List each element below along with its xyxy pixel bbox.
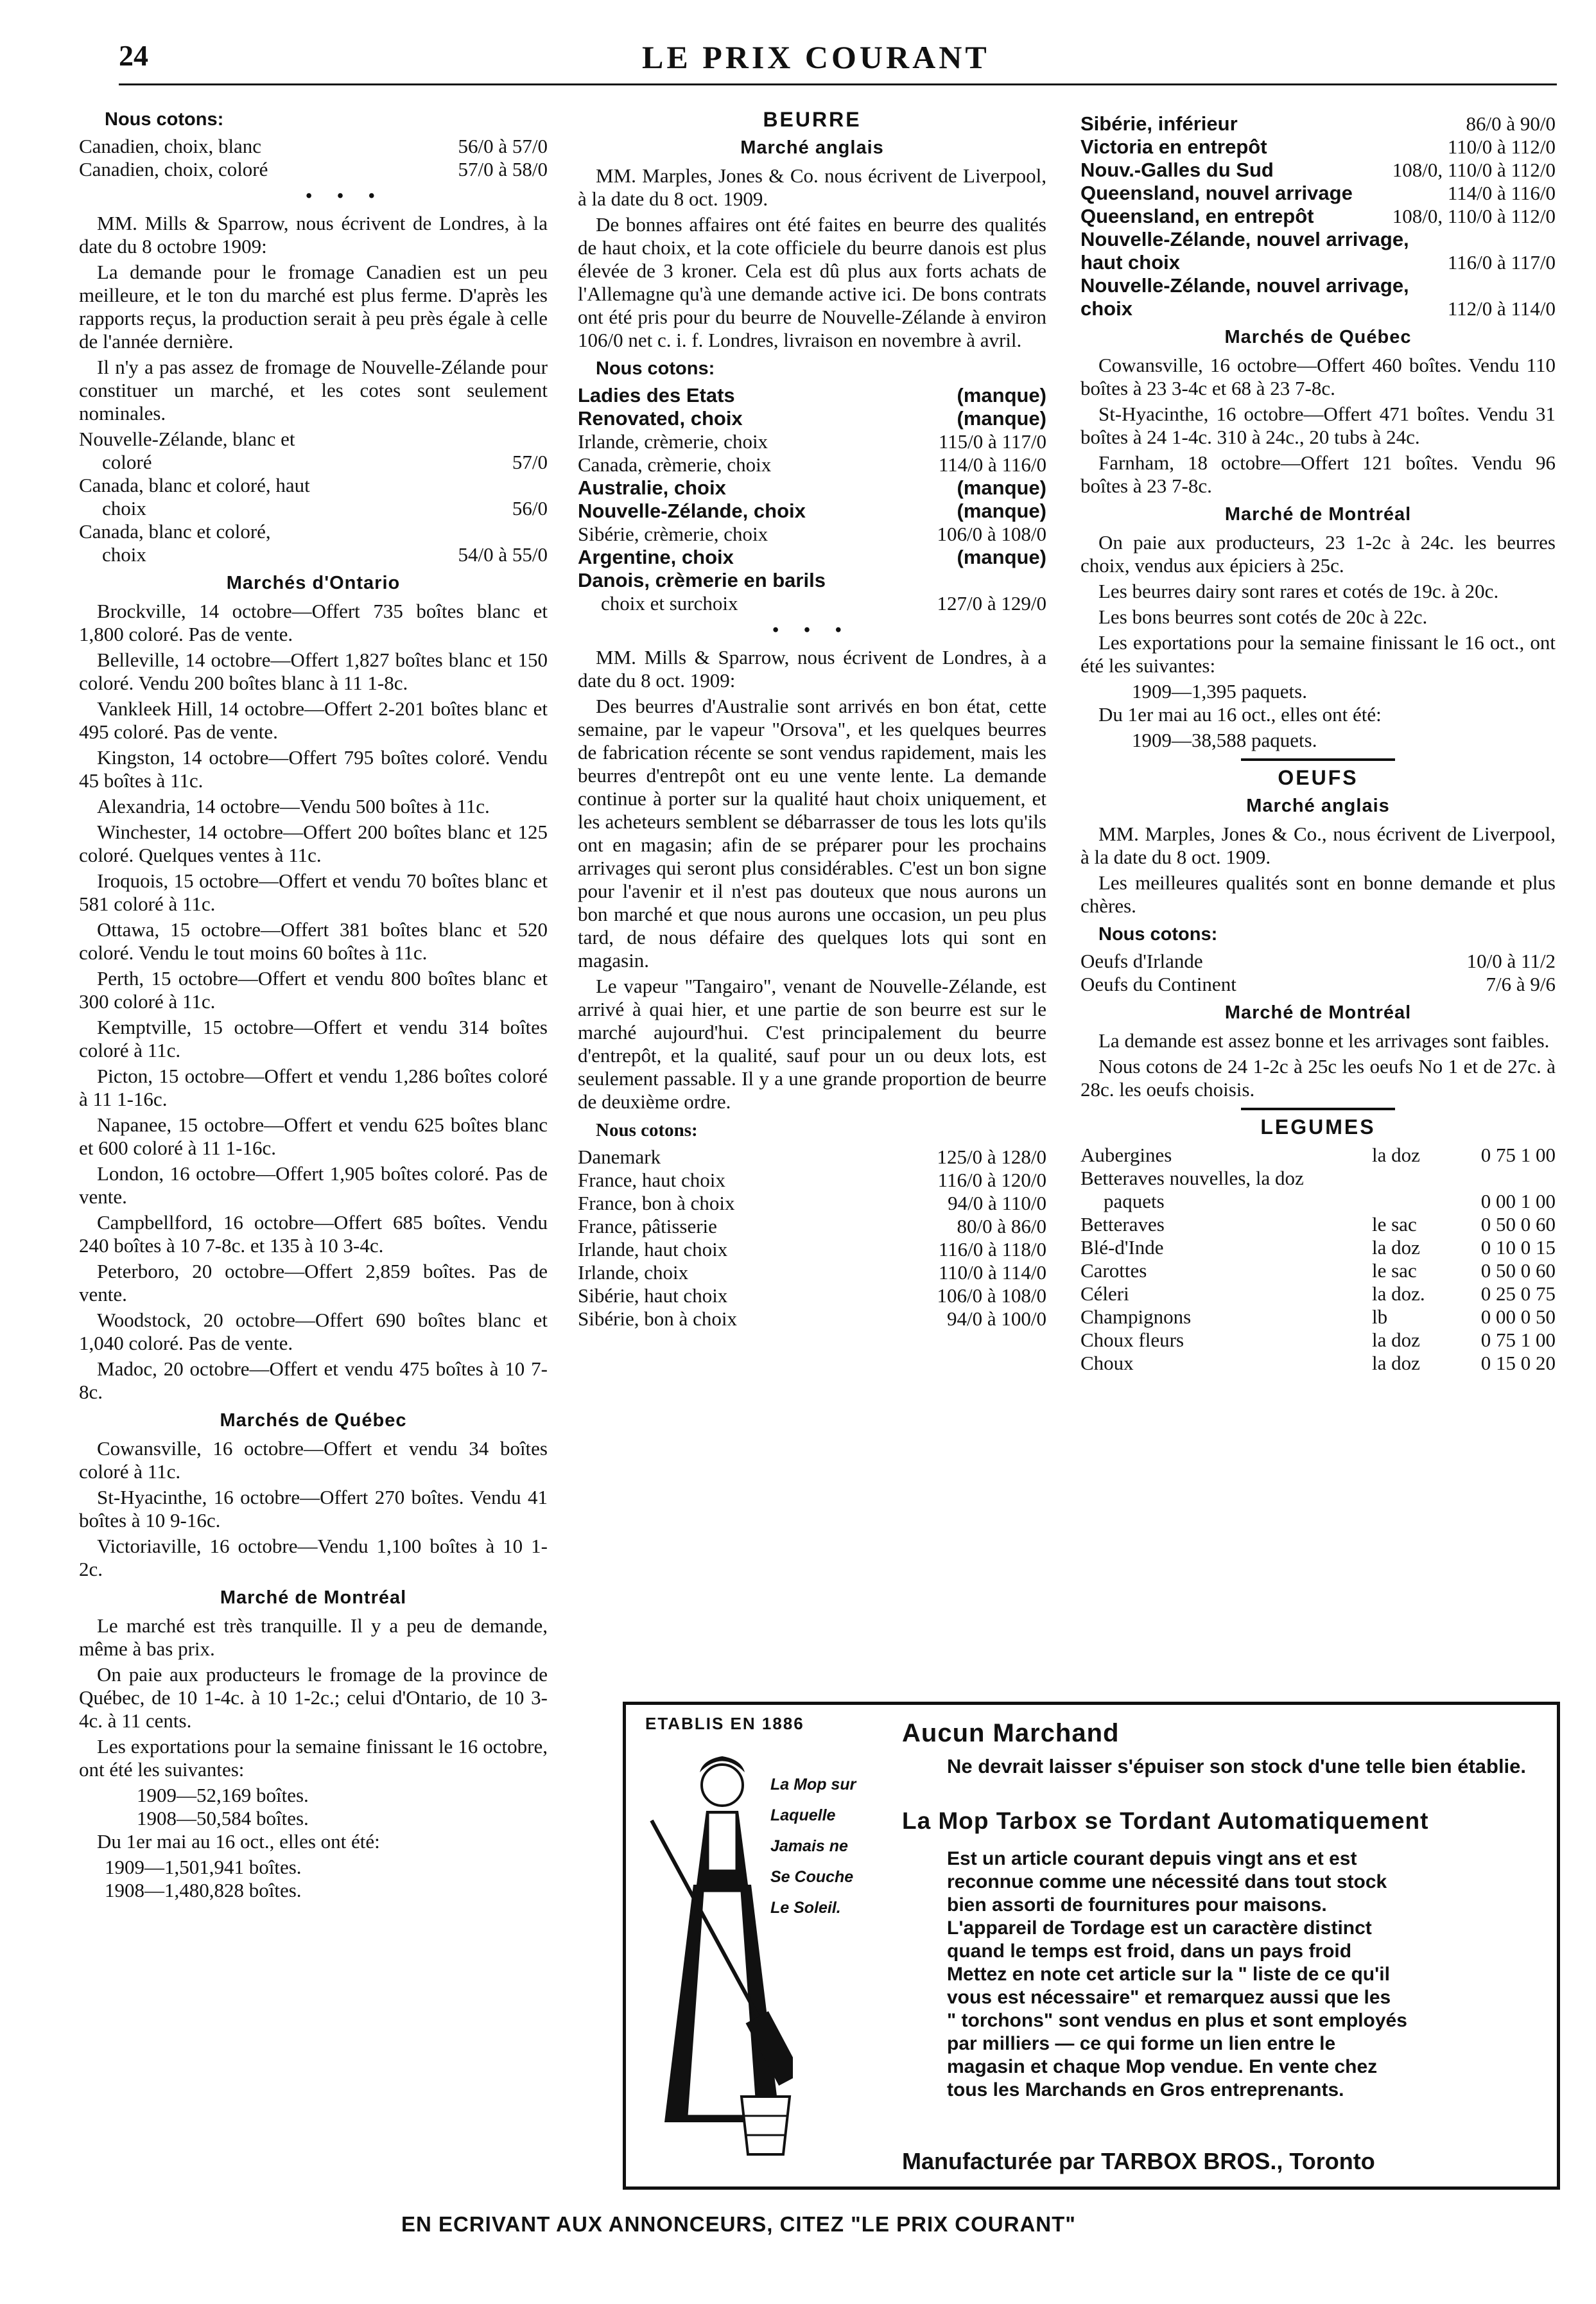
item-price — [1455, 1167, 1556, 1190]
item-price: 0 10 0 15 — [1480, 1236, 1556, 1259]
market-report: Cowansville, 16 octobre—Offert et vendu 34 boîtes coloré à 11c. — [79, 1437, 548, 1483]
eggs-price-list — [1080, 950, 1556, 996]
item-name: Nouvelle-Zélande, nouvel arrivage, haut choix — [1080, 228, 1409, 274]
paragraph: Les bons beurres sont cotés de 20c à 22c. — [1098, 606, 1428, 628]
price-row — [79, 135, 548, 158]
item-price: 110/0 à 114/0 — [938, 1261, 1046, 1284]
price-row — [1080, 182, 1556, 205]
established-label: ETABLIS EN 1886 — [645, 1714, 804, 1733]
item-price: 115/0 à 117/0 — [938, 430, 1046, 453]
market-report: Madoc, 20 octobre—Offert et vendu 475 boîtes à 10 7-8c. — [79, 1357, 548, 1403]
paragraph: Nous cotons de 24 1-2c à 25c les oeufs No 1 et de 27c. à 28c. les oeufs choisis. — [1080, 1055, 1556, 1101]
item-name: Choux — [1080, 1352, 1134, 1374]
tagline-line: Le Soleil. — [770, 1899, 841, 1917]
item-name: choix et surchoix — [601, 592, 738, 615]
item-price: 108/0, 110/0 à 112/0 — [1392, 205, 1556, 227]
ad-body — [947, 1847, 1538, 2102]
item-name: Australie, choix — [578, 476, 726, 499]
paragraph: Les beurres dairy sont rares et cotés de 19c. à 20c. — [1098, 580, 1499, 602]
intro-price-list — [79, 135, 548, 181]
item-name: Irlande, choix — [578, 1261, 689, 1284]
ad-body-line: Est un article courant depuis vingt ans et est — [947, 1848, 1357, 1869]
export-figure: 1909—1,395 paquets. — [1132, 680, 1307, 703]
price-row — [578, 1261, 1046, 1284]
item-name: Irlande, crèmerie, choix — [578, 430, 768, 453]
price-row — [1080, 1352, 1556, 1375]
paragraph: MM. Mills & Sparrow, nous écrivent de Londres, à la date du 8 octobre 1909: — [79, 212, 548, 257]
item-unit — [1372, 1167, 1455, 1190]
page-header — [119, 39, 1557, 85]
price-row — [79, 497, 548, 520]
price-row — [578, 430, 1046, 453]
item-name: Blé-d'Inde — [1080, 1236, 1164, 1259]
ad-body-line: quand le temps est froid, dans un pays froid — [947, 1941, 1352, 1962]
item-name: coloré — [102, 451, 152, 473]
tagline-line: La Mop sur — [770, 1776, 856, 1793]
price-row — [578, 1215, 1046, 1238]
item-unit: lb — [1372, 1305, 1388, 1328]
item-name: Betteraves — [1080, 1213, 1165, 1235]
item-unit — [1372, 1190, 1455, 1213]
item-name: Canada, crèmerie, choix — [578, 453, 772, 476]
paragraph: Il n'y a pas assez de fromage de Nouvelle-Zélande pour constituer un marché, et les cotes sont seulement nominales. — [79, 356, 548, 424]
market-report: Napanee, 15 octobre—Offert et vendu 625 boîtes blanc et 600 coloré à 11 1-16c. — [79, 1113, 548, 1159]
paragraph: MM. Mills & Sparrow, nous écrivent de Londres, à a date du 8 oct. 1909: — [578, 646, 1046, 692]
item-name: Canadien, choix, blanc — [79, 135, 262, 157]
item-price: 114/0 à 116/0 — [1447, 182, 1556, 204]
item-price — [1043, 569, 1046, 592]
section-heading: Marché anglais — [740, 137, 884, 158]
section-subheading: Nous cotons: — [596, 358, 715, 379]
item-price: 0 00 0 50 — [1480, 1305, 1556, 1328]
price-row — [1080, 1282, 1556, 1305]
item-name: Renovated, choix — [578, 407, 743, 430]
paragraph: On paie aux producteurs, 23 1-2c à 24c. les beurres choix, vendus aux épiciers à 25c. — [1080, 531, 1556, 577]
market-report: Ottawa, 15 octobre—Offert 381 boîtes blanc et 520 coloré. Vendu le tout moins 60 boîtes à 11c. — [79, 918, 548, 964]
paragraph: Le marché est très tranquille. Il y a peu de demande, même à bas prix. — [79, 1614, 548, 1660]
price-list — [79, 428, 548, 566]
market-report: Perth, 15 octobre—Offert et vendu 800 boîtes blanc et 300 coloré à 11c. — [79, 967, 548, 1013]
section-heading: Marchés de Québec — [1224, 327, 1412, 347]
item-price: (manque) — [957, 407, 1046, 430]
paragraph: Le vapeur "Tangairo", venant de Nouvelle-Zélande, est arrivé à quai hier, et une partie de son beurre est sur le marché aujourd'hui. C'est principalement du beurre d'entrepôt, et la qualité, sauf pour un ou deux lots, est seulement passable. Il y a une grande proportion de beurre de deuxième ordre. — [578, 975, 1046, 1113]
market-report: St-Hyacinthe, 16 octobre—Offert 471 boîtes. Vendu 31 boîtes à 24 1-4c. 310 à 24c., 20 tubs à 24c. — [1080, 403, 1556, 448]
item-price: 106/0 à 108/0 — [937, 523, 1046, 545]
section-heading: Marchés de Québec — [220, 1410, 407, 1431]
section-rule — [1241, 758, 1395, 761]
item-price: 125/0 à 128/0 — [937, 1146, 1046, 1168]
item-name: Queensland, nouvel arrivage — [1080, 182, 1353, 204]
section-subheading: Nous cotons: — [1098, 924, 1218, 945]
paragraph: On paie aux producteurs le fromage de la province de Québec, de 10 1-4c. à 10 1-2c.; celui d'Ontario, de 10 3-4c. à 11 cents. — [79, 1663, 548, 1732]
item-price: 0 25 0 75 — [1480, 1282, 1556, 1305]
export-figure: 1909—38,588 paquets. — [1132, 729, 1317, 751]
item-price: (manque) — [957, 546, 1046, 568]
section-heading: Marché de Montréal — [220, 1587, 407, 1608]
item-name: Nouv.-Galles du Sud — [1080, 159, 1274, 181]
price-row — [79, 451, 548, 474]
item-price: 86/0 à 90/0 — [1466, 112, 1556, 135]
item-price: (manque) — [957, 384, 1046, 406]
item-unit: la doz — [1372, 1329, 1420, 1351]
item-name: Canadien, choix, coloré — [79, 158, 268, 180]
item-price: 57/0 — [512, 451, 548, 473]
price-row — [79, 543, 548, 566]
item-unit: le sac — [1372, 1259, 1417, 1282]
price-row — [1080, 1167, 1556, 1190]
item-price: 112/0 à 114/0 — [1447, 297, 1556, 320]
item-name: Oeufs d'Irlande — [1080, 950, 1203, 972]
colonial-price-list — [1080, 112, 1556, 320]
market-report: Alexandria, 14 octobre—Vendu 500 boîtes à 11c. — [97, 795, 490, 817]
market-report: Vankleek Hill, 14 octobre—Offert 2-201 boîtes blanc et 495 coloré. Pas de vente. — [79, 697, 548, 743]
price-row — [578, 500, 1046, 523]
section-heading: Marché de Montréal — [1224, 1002, 1412, 1023]
item-name: Sibérie, crèmerie, choix — [578, 523, 768, 545]
item-price: 80/0 à 86/0 — [957, 1215, 1046, 1237]
item-unit: la doz — [1372, 1352, 1420, 1374]
price-row — [578, 592, 1046, 615]
section-heading: Marché anglais — [1246, 796, 1390, 816]
market-report: Cowansville, 16 octobre—Offert 460 boîtes. Vendu 110 boîtes à 23 3-4c et 68 à 23 7-8c. — [1080, 354, 1556, 399]
ad-body-line: magasin et chaque Mop vendue. En vente chez — [947, 2056, 1378, 2077]
ad-body-line: par milliers — ce qui forme un lien entre le — [947, 2033, 1336, 2054]
market-report: Kemptville, 15 octobre—Offert et vendu 314 boîtes coloré à 11c. — [79, 1016, 548, 1061]
item-unit: la doz. — [1372, 1282, 1425, 1305]
market-report: London, 16 octobre—Offert 1,905 boîtes coloré. Pas de vente. — [79, 1162, 548, 1208]
section-subheading: Nous cotons: — [596, 1120, 698, 1140]
price-row — [578, 384, 1046, 407]
item-price: 0 50 0 60 — [1480, 1259, 1556, 1282]
separator-stars: • • • — [306, 186, 385, 206]
item-name: Ladies des Etats — [578, 384, 735, 406]
item-price: 7/6 à 9/6 — [1486, 973, 1556, 995]
price-row — [578, 476, 1046, 500]
ad-body-line: reconnue comme une nécessité dans tout stock — [947, 1871, 1387, 1892]
ad-product-name: La Mop Tarbox se Tordant Automatiquement — [902, 1808, 1429, 1834]
item-name: Irlande, haut choix — [578, 1238, 728, 1261]
item-name: Nouvelle-Zélande, choix — [578, 500, 806, 522]
column-butter — [578, 103, 1046, 1331]
item-name: Danois, crèmerie en barils — [578, 569, 826, 591]
london-price-list — [578, 1146, 1046, 1331]
item-name: Aubergines — [1080, 1144, 1172, 1166]
item-name: Oeufs du Continent — [1080, 973, 1236, 995]
tagline-line: Se Couche — [770, 1868, 854, 1886]
column-butter-eggs-vegetables — [1080, 112, 1556, 1375]
tarbox-mop-advertisement — [623, 1702, 1560, 2190]
item-name: Argentine, choix — [578, 546, 734, 568]
item-name: choix — [102, 497, 146, 519]
price-row — [1080, 1259, 1556, 1282]
item-name: Canada, blanc et coloré, — [79, 520, 271, 543]
paragraph: MM. Marples, Jones & Co. nous écrivent de Liverpool, à la date du 8 oct. 1909. — [578, 164, 1046, 210]
item-price: 57/0 à 58/0 — [458, 158, 548, 180]
item-price: 0 15 0 20 — [1480, 1352, 1556, 1374]
paragraph: Les exportations pour la semaine finissant le 16 octobre, ont été les suivantes: — [79, 1735, 548, 1781]
paragraph: Les meilleures qualités sont en bonne demande et plus chères. — [1080, 871, 1556, 917]
price-row — [1080, 1329, 1556, 1352]
market-report: Belleville, 14 octobre—Offert 1,827 boîtes blanc et 150 coloré. Vendu 200 boîtes blanc à 11 1-8c. — [79, 649, 548, 694]
price-row — [578, 407, 1046, 430]
item-price: 127/0 à 129/0 — [937, 592, 1046, 615]
item-name: Nouvelle-Zélande, blanc et — [79, 428, 295, 450]
item-name: Céleri — [1080, 1282, 1129, 1305]
market-report: Kingston, 14 octobre—Offert 795 boîtes coloré. Vendu 45 boîtes à 11c. — [79, 746, 548, 792]
item-price: 54/0 à 55/0 — [458, 543, 548, 566]
separator-stars: • • • — [772, 620, 852, 640]
price-row — [1080, 1144, 1556, 1167]
price-row — [1080, 1190, 1556, 1213]
price-row — [578, 1146, 1046, 1169]
item-price: 0 50 0 60 — [1480, 1213, 1556, 1235]
ad-manufacturer: Manufacturée par TARBOX BROS., Toronto — [902, 2148, 1375, 2174]
item-price: 116/0 à 120/0 — [937, 1169, 1046, 1191]
paragraph: Du 1er mai au 16 oct., elles ont été: — [97, 1830, 380, 1853]
market-report: Picton, 15 octobre—Offert et vendu 1,286 boîtes coloré à 11 1-16c. — [79, 1065, 548, 1110]
market-report: Brockville, 14 octobre—Offert 735 boîtes blanc et 1,800 coloré. Pas de vente. — [79, 600, 548, 645]
ad-body-line: " torchons" sont vendus en plus et sont employés — [947, 2010, 1407, 2031]
section-title: LEGUMES — [1260, 1115, 1376, 1139]
ad-body-line: L'appareil de Tordage est un caractère distinct — [947, 1917, 1372, 1939]
item-price: 94/0 à 100/0 — [947, 1307, 1046, 1330]
price-row — [1080, 135, 1556, 159]
liverpool-price-list — [578, 384, 1046, 615]
item-name: France, bon à choix — [578, 1192, 735, 1214]
market-report: Farnham, 18 octobre—Offert 121 boîtes. Vendu 96 boîtes à 23 7-8c. — [1080, 451, 1556, 497]
price-row — [1080, 1305, 1556, 1329]
item-price: 0 75 1 00 — [1480, 1144, 1556, 1166]
price-row — [1080, 973, 1556, 996]
section-title: BEURRE — [763, 108, 862, 131]
price-row — [578, 1284, 1046, 1307]
item-price: 116/0 à 118/0 — [938, 1238, 1046, 1261]
item-unit: la doz — [1372, 1144, 1420, 1166]
item-name: Betteraves nouvelles, la doz — [1080, 1167, 1304, 1189]
item-price: 56/0 à 57/0 — [458, 135, 548, 157]
page-footer: EN ECRIVANT AUX ANNONCEURS, CITEZ "LE PRIX COURANT" — [401, 2212, 1076, 2236]
item-name: choix — [102, 543, 146, 566]
price-row — [1080, 228, 1556, 274]
item-price: 114/0 à 116/0 — [938, 453, 1046, 476]
market-report: St-Hyacinthe, 16 octobre—Offert 270 boîtes. Vendu 41 boîtes à 10 9-16c. — [79, 1486, 548, 1532]
export-figure: 1908—50,584 boîtes. — [137, 1807, 309, 1829]
price-row — [578, 1192, 1046, 1215]
item-name: paquets — [1104, 1190, 1165, 1212]
market-report: Winchester, 14 octobre—Offert 200 boîtes blanc et 125 coloré. Quelques ventes à 11c. — [79, 821, 548, 866]
paragraph: Du 1er mai au 16 oct., elles ont été: — [1098, 703, 1382, 726]
ad-headline: Aucun Marchand — [902, 1719, 1120, 1747]
price-row — [1080, 1236, 1556, 1259]
ad-tagline — [770, 1769, 860, 1923]
paragraph: Les exportations pour la semaine finissant le 16 oct., ont été les suivantes: — [1080, 631, 1556, 677]
item-name: Queensland, en entrepôt — [1080, 205, 1314, 227]
price-row — [578, 569, 1046, 592]
price-row — [578, 1169, 1046, 1192]
item-name: Sibérie, bon à choix — [578, 1307, 737, 1330]
price-row — [578, 453, 1046, 476]
item-name: Danemark — [578, 1146, 661, 1168]
tagline-line: Jamais ne — [770, 1837, 848, 1855]
item-price: 10/0 à 11/2 — [1466, 950, 1556, 972]
paragraph: La demande est assez bonne et les arrivages sont faibles. — [1098, 1029, 1550, 1052]
item-name: Choux fleurs — [1080, 1329, 1184, 1351]
tagline-line: Laquelle — [770, 1806, 836, 1824]
export-figure: 1909—1,501,941 boîtes. — [105, 1856, 302, 1878]
item-price: 0 00 1 00 — [1480, 1190, 1556, 1212]
item-unit: la doz — [1372, 1236, 1420, 1259]
market-report: Peterboro, 20 octobre—Offert 2,859 boîtes. Pas de vente. — [79, 1260, 548, 1305]
paragraph: La demande pour le fromage Canadien est un peu meilleure, et le ton du marché est plus ferme. D'après les rapports reçus, la production serait à peu près égale à celle de l'année dernière. — [79, 261, 548, 353]
price-row — [578, 1307, 1046, 1331]
item-price: 108/0, 110/0 à 112/0 — [1392, 159, 1556, 181]
ad-headline-text: Ne devrait laisser s'épuiser son stock d'une telle bien établie. — [947, 1755, 1527, 1777]
market-report: Woodstock, 20 octobre—Offert 690 boîtes blanc et 1,040 coloré. Pas de vente. — [79, 1309, 548, 1354]
paragraph: De bonnes affaires ont été faites en beurre des qualités de haut choix, et la cote officiele du beurre danois est plus élevée de 3 kroner. Cela est dû plus aux forts achats de l'Allemagne qu'à une demande active ici. De bons contrats ont été pris pour du beurre de Nouvelle-Zélande à environ 106/0 net c. i. f. Londres, livraison en novembre à avril. — [578, 213, 1046, 351]
export-figure: 1909—52,169 boîtes. — [137, 1784, 309, 1806]
price-row — [578, 523, 1046, 546]
item-price: 110/0 à 112/0 — [1447, 135, 1556, 158]
item-name: Sibérie, inférieur — [1080, 112, 1238, 135]
item-price: 106/0 à 108/0 — [937, 1284, 1046, 1307]
vegetables-price-list — [1080, 1144, 1556, 1375]
masthead-title: LE PRIX COURANT — [642, 39, 990, 75]
price-row — [1080, 205, 1556, 228]
item-price: (manque) — [957, 500, 1046, 522]
item-price: 94/0 à 110/0 — [948, 1192, 1046, 1214]
market-report: Victoriaville, 16 octobre—Vendu 1,100 boîtes à 10 1-2c. — [79, 1535, 548, 1580]
price-row — [1080, 112, 1556, 135]
item-name: Sibérie, haut choix — [578, 1284, 728, 1307]
ad-body-line: bien assorti de fournitures pour maisons. — [947, 1894, 1327, 1916]
section-title: OEUFS — [1278, 766, 1358, 789]
section-rule — [1241, 1108, 1395, 1110]
item-price: (manque) — [957, 476, 1046, 499]
item-price: 0 75 1 00 — [1480, 1329, 1556, 1351]
market-report: Campbellford, 16 octobre—Offert 685 boîtes. Vendu 240 boîtes à 10 7-8c. et 135 à 10 3-4c. — [79, 1211, 548, 1257]
price-row — [1080, 1213, 1556, 1236]
item-name: Nouvelle-Zélande, nouvel arrivage, choix — [1080, 274, 1409, 320]
price-row — [79, 158, 548, 181]
column-cheese — [79, 103, 548, 1902]
item-name: France, pâtisserie — [578, 1215, 717, 1237]
item-name: Champignons — [1080, 1305, 1192, 1328]
section-subheading: Nous cotons: — [105, 109, 224, 130]
page-number: 24 — [119, 39, 148, 72]
price-row — [578, 546, 1046, 569]
market-report: Iroquois, 15 octobre—Offert et vendu 70 boîtes blanc et 581 coloré à 11c. — [79, 869, 548, 915]
paragraph: MM. Marples, Jones & Co., nous écrivent de Liverpool, à la date du 8 oct. 1909. — [1080, 823, 1556, 868]
item-name: Carottes — [1080, 1259, 1147, 1282]
price-row — [1080, 159, 1556, 182]
item-name: France, haut choix — [578, 1169, 725, 1191]
section-heading: Marché de Montréal — [1224, 504, 1412, 525]
export-figure: 1908—1,480,828 boîtes. — [105, 1879, 302, 1901]
price-row — [578, 1238, 1046, 1261]
item-name: Canada, blanc et coloré, haut — [79, 474, 310, 496]
item-price: 56/0 — [512, 497, 548, 519]
item-name: Victoria en entrepôt — [1080, 135, 1267, 158]
price-row — [1080, 274, 1556, 320]
ad-body-line: tous les Marchands en Gros entreprenants. — [947, 2079, 1344, 2100]
ad-body-line: vous est nécessaire" et remarquez aussi que les — [947, 1987, 1391, 2008]
item-price: 116/0 à 117/0 — [1447, 251, 1556, 274]
section-heading: Marchés d'Ontario — [226, 573, 401, 593]
item-unit: le sac — [1372, 1213, 1417, 1235]
paragraph: Des beurres d'Australie sont arrivés en bon état, cette semaine, par le vapeur "Orsova", et les quelques beurres de fabrication récente se sont vendus rapidement, mais les beurres d'entrepôt ont eu une vente lente. La demande continue à porter sur la qualité haut choix uniquement, et les acheteurs semblent se débarrasser de tous les lots qu'ils ont en magasin; afin de se préparer pour les prochains arrivages qui seront plus considérables. C'est un bon signe pour l'avenir et il n'est pas douteux que nous aurons un bon marché et que nous aurons une occasion, un peu plus tard, de nous défaire des quelques lots qui sont en magasin. — [578, 695, 1046, 972]
price-row — [1080, 950, 1556, 973]
ad-body-line: Mettez en note cet article sur la " liste de ce qu'il — [947, 1964, 1390, 1985]
